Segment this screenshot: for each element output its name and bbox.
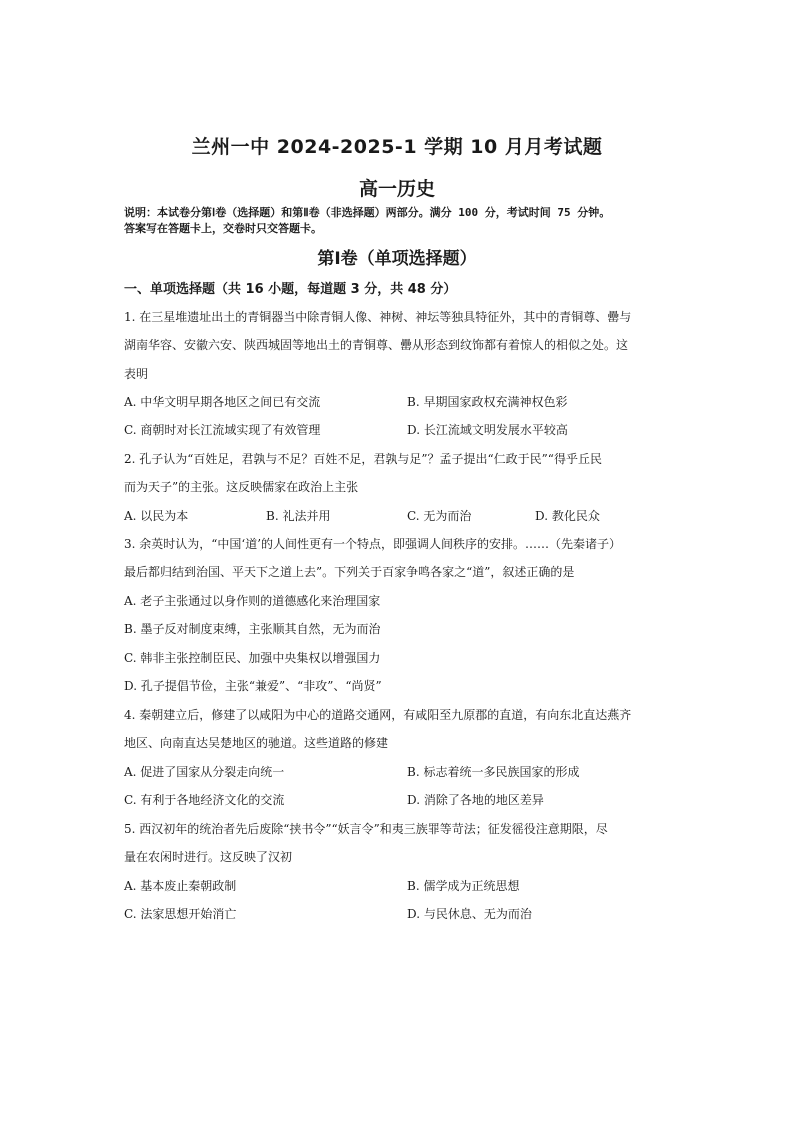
question-2-option-c: C. 无为而治 <box>407 509 472 523</box>
question-4-line-2: 地区、向南直达吴楚地区的驰道。这些道路的修建 <box>124 736 389 750</box>
question-1-option-d: D. 长江流域文明发展水平较高 <box>407 423 568 437</box>
question-5-line-2: 量在农闲时进行。这反映了汉初 <box>124 850 293 864</box>
exam-subject: 高一历史 <box>358 178 435 200</box>
question-1-option-a: A. 中华文明早期各地区之间已有交流 <box>124 395 321 409</box>
question-5-option-c: C. 法家思想开始消亡 <box>124 907 237 921</box>
section-heading: 第Ⅰ卷（单项选择题） <box>317 249 477 269</box>
exam-title: 兰州一中 2024-2025-1 学期 10 月月考试题 <box>191 136 603 158</box>
question-2-option-b: B. 礼法并用 <box>266 509 331 523</box>
question-1-option-b: B. 早期国家政权充满神权色彩 <box>407 395 568 409</box>
question-3-option-c: C. 韩非主张控制臣民、加强中央集权以增强国力 <box>124 651 381 665</box>
part-heading: 一、单项选择题（共 16 小题，每道题 3 分，共 48 分） <box>124 282 457 297</box>
question-3-option-a: A. 老子主张通过以身作则的道德感化来治理国家 <box>124 594 381 608</box>
question-5-option-b: B. 儒学成为正统思想 <box>407 879 520 893</box>
question-4-option-d: D. 消除了各地的地区差异 <box>407 793 544 807</box>
question-1-line-3: 表明 <box>124 367 149 381</box>
question-4-option-b: B. 标志着统一多民族国家的形成 <box>407 765 580 779</box>
question-5-line-1: 5. 西汉初年的统治者先后废除“挟书令”“妖言令”和夷三族罪等苛法；征发徭役注意期限，尽 <box>124 822 608 836</box>
question-2-line-2: 而为天子”的主张。这反映儒家在政治上主张 <box>124 480 359 494</box>
question-5-option-a: A. 基本废止秦朝政制 <box>124 879 237 893</box>
question-3-option-d: D. 孔子提倡节俭，主张“兼爱”、“非攻”、“尚贤” <box>124 679 382 693</box>
instructions-line-1: 说明：本试卷分第Ⅰ卷（选择题）和第Ⅱ卷（非选择题）两部分。满分 100 分，考试时间 75 分钟。 <box>124 206 611 219</box>
instructions-line-2: 答案写在答题卡上，交卷时只交答题卡。 <box>124 222 322 235</box>
question-4-option-c: C. 有利于各地经济文化的交流 <box>124 793 285 807</box>
question-1-option-c: C. 商朝时对长江流域实现了有效管理 <box>124 423 321 437</box>
question-3-line-1: 3. 余英时认为，“中国‘道’的人间性更有一个特点，即强调人间秩序的安排。……（先秦诸子） <box>124 537 622 551</box>
question-2-line-1: 2. 孔子认为“百姓足，君孰与不足？百姓不足，君孰与足”？孟子提出“仁政于民”“得乎丘民 <box>124 452 602 466</box>
exam-instructions <box>124 205 684 237</box>
question-5-option-d: D. 与民休息、无为而治 <box>407 907 532 921</box>
question-1-line-2: 湖南华容、安徽六安、陕西城固等地出土的青铜尊、罍从形态到纹饰都有着惊人的相似之处。这 <box>124 338 629 352</box>
question-3-line-2: 最后都归结到治国、平天下之道上去”。下列关于百家争鸣各家之“道”，叙述正确的是 <box>124 565 575 579</box>
question-3-option-b: B. 墨子反对制度束缚，主张顺其自然，无为而治 <box>124 622 381 636</box>
question-4-line-1: 4. 秦朝建立后，修建了以咸阳为中心的道路交通网，有咸阳至九原郡的直道，有向东北直达燕齐 <box>124 708 632 722</box>
question-2-option-d: D. 教化民众 <box>535 509 600 523</box>
question-1-line-1: 1. 在三星堆遗址出土的青铜器当中除青铜人像、神树、神坛等独具特征外，其中的青铜尊、罍与 <box>124 310 632 324</box>
question-4-option-a: A. 促进了国家从分裂走向统一 <box>124 765 285 779</box>
question-2-option-a: A. 以民为本 <box>124 509 189 523</box>
